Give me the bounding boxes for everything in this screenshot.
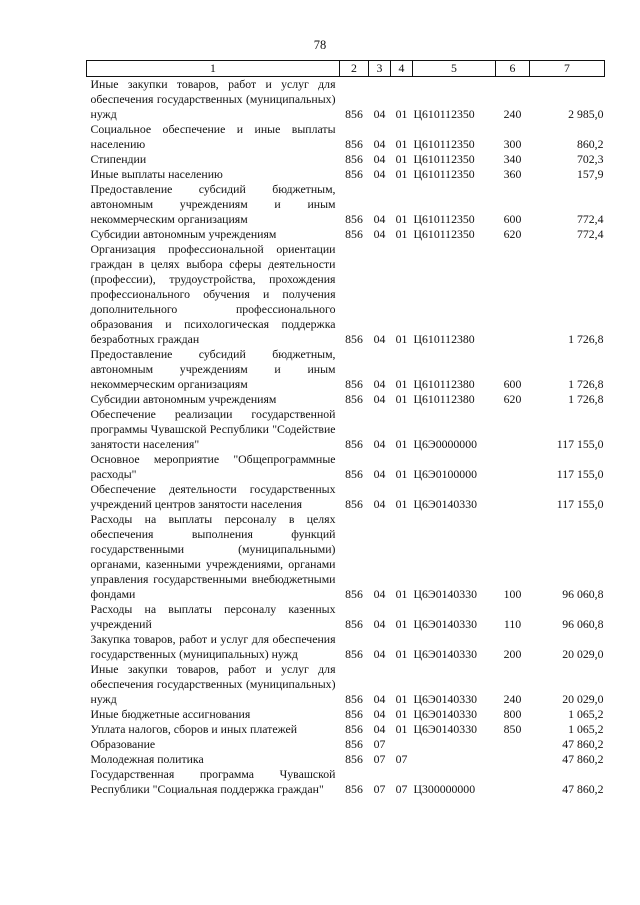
table-row xyxy=(87,77,605,123)
row-subsection-code: 01 xyxy=(395,227,408,241)
row-ministry-code: 856 xyxy=(345,707,363,721)
row-ministry-code: 856 xyxy=(345,587,363,601)
row-amount: 117 155,0 xyxy=(556,437,604,451)
row-name-cell: Субсидии автономным учреждениям xyxy=(90,227,277,241)
row-subsection-code: 01 xyxy=(395,437,408,451)
table-header-row xyxy=(87,61,605,77)
table-row xyxy=(87,167,605,182)
row-subsection-code: 01 xyxy=(395,692,408,706)
row-amount: 47 860,2 xyxy=(562,737,604,751)
row-section-code: 07 xyxy=(373,752,386,766)
row-target-article xyxy=(413,752,496,767)
row-target-article: Ц6Э0140330 xyxy=(413,617,477,631)
table-row xyxy=(87,482,605,512)
row-subsection-code: 01 xyxy=(395,377,408,391)
row-expense-type: 240 xyxy=(503,692,522,706)
table-row xyxy=(87,407,605,452)
row-ministry-code: 856 xyxy=(345,107,363,121)
row-name-cell: Основное мероприятие "Общепрограммные расходы" xyxy=(90,452,336,481)
row-expense-type: 620 xyxy=(503,392,522,406)
column-header-4: 4 xyxy=(391,61,413,77)
row-section-code: 04 xyxy=(373,467,386,481)
row-target-article: Ц6Э0140330 xyxy=(413,722,477,736)
row-section-code: 04 xyxy=(373,167,386,181)
row-subsection-code xyxy=(391,737,413,752)
row-target-article: Ц610112380 xyxy=(413,377,475,391)
row-expense-type: 340 xyxy=(503,152,522,166)
row-amount: 1 726,8 xyxy=(568,332,604,346)
row-section-code: 04 xyxy=(373,392,386,406)
row-subsection-code: 01 xyxy=(395,332,408,346)
table-row xyxy=(87,722,605,737)
row-subsection-code: 01 xyxy=(395,152,408,166)
row-expense-type: 100 xyxy=(503,587,522,601)
row-expense-type: 800 xyxy=(503,707,522,721)
row-expense-type: 620 xyxy=(503,227,522,241)
row-target-article: Ц610112350 xyxy=(413,107,475,121)
row-section-code: 07 xyxy=(373,737,386,751)
row-ministry-code: 856 xyxy=(345,647,363,661)
row-subsection-code: 07 xyxy=(395,782,408,796)
row-amount: 1 726,8 xyxy=(568,392,604,406)
row-expense-type xyxy=(496,737,530,752)
row-amount: 47 860,2 xyxy=(562,752,604,766)
row-target-article: Ц6Э0000000 xyxy=(413,437,477,451)
row-ministry-code: 856 xyxy=(345,737,363,751)
column-header-3: 3 xyxy=(369,61,391,77)
row-subsection-code: 01 xyxy=(395,107,408,121)
row-subsection-code: 01 xyxy=(395,137,408,151)
row-ministry-code: 856 xyxy=(345,692,363,706)
row-ministry-code: 856 xyxy=(345,212,363,226)
row-amount: 772,4 xyxy=(576,212,604,226)
budget-table xyxy=(86,60,605,797)
row-expense-type: 300 xyxy=(503,137,522,151)
row-target-article: Ц610112380 xyxy=(413,392,475,406)
table-row xyxy=(87,227,605,242)
row-ministry-code: 856 xyxy=(345,152,363,166)
row-subsection-code: 01 xyxy=(395,167,408,181)
row-section-code: 04 xyxy=(373,152,386,166)
table-row xyxy=(87,122,605,152)
row-expense-type: 240 xyxy=(503,107,522,121)
row-subsection-code: 01 xyxy=(395,707,408,721)
row-section-code: 04 xyxy=(373,692,386,706)
row-name-cell: Стипендии xyxy=(90,152,147,166)
row-amount: 47 860,2 xyxy=(562,782,604,796)
row-name-cell: Расходы на выплаты персоналу казенных учреждений xyxy=(90,602,336,631)
table-row xyxy=(87,737,605,752)
row-amount: 20 029,0 xyxy=(562,647,604,661)
table-row xyxy=(87,182,605,227)
page-number: 78 xyxy=(313,38,327,52)
row-subsection-code: 01 xyxy=(395,497,408,511)
row-ministry-code: 856 xyxy=(345,722,363,736)
row-subsection-code: 01 xyxy=(395,587,408,601)
row-expense-type: 850 xyxy=(503,722,522,736)
row-amount: 96 060,8 xyxy=(562,587,604,601)
row-ministry-code: 856 xyxy=(345,137,363,151)
row-target-article: Ц6Э0140330 xyxy=(413,647,477,661)
row-amount: 117 155,0 xyxy=(556,467,604,481)
table-row xyxy=(87,767,605,797)
row-name-cell: Закупка товаров, работ и услуг для обеспечения государственных (муниципальных) нужд xyxy=(90,632,336,661)
row-expense-type xyxy=(496,752,530,767)
row-section-code: 04 xyxy=(373,227,386,241)
row-subsection-code: 01 xyxy=(395,647,408,661)
row-name-cell: Предоставление субсидий бюджетным, автономным учреждениям и иным некоммерческим организациям xyxy=(90,182,336,226)
row-ministry-code: 856 xyxy=(345,332,363,346)
row-subsection-code: 01 xyxy=(395,212,408,226)
row-section-code: 04 xyxy=(373,332,386,346)
table-row xyxy=(87,752,605,767)
row-name-cell: Иные закупки товаров, работ и услуг для обеспечения государственных (муниципальных) нужд xyxy=(90,77,336,121)
row-subsection-code: 07 xyxy=(395,752,408,766)
row-target-article: Ц610112350 xyxy=(413,152,475,166)
row-ministry-code: 856 xyxy=(345,497,363,511)
table-row xyxy=(87,347,605,392)
row-section-code: 04 xyxy=(373,647,386,661)
row-section-code: 04 xyxy=(373,707,386,721)
row-target-article: Ц300000000 xyxy=(413,782,476,796)
row-ministry-code: 856 xyxy=(345,167,363,181)
table-row xyxy=(87,152,605,167)
row-section-code: 04 xyxy=(373,107,386,121)
column-header-1: 1 xyxy=(87,61,340,77)
row-ministry-code: 856 xyxy=(345,467,363,481)
row-name-cell: Образование xyxy=(90,737,156,751)
row-target-article: Ц610112380 xyxy=(413,332,475,346)
row-amount: 20 029,0 xyxy=(562,692,604,706)
column-header-2: 2 xyxy=(340,61,369,77)
row-ministry-code: 856 xyxy=(345,617,363,631)
row-ministry-code: 856 xyxy=(345,377,363,391)
row-ministry-code: 856 xyxy=(345,782,363,796)
row-expense-type: 600 xyxy=(503,377,522,391)
row-name-cell: Предоставление субсидий бюджетным, автономным учреждениям и иным некоммерческим организациям xyxy=(90,347,336,391)
row-name-cell: Организация профессиональной ориентации граждан в целях выбора сферы деятельности (профессии), трудоустройства, прохождения профессионального обучения и получения дополнительного профессионального образования и психологическая поддержка безработных граждан xyxy=(90,242,336,346)
row-target-article: Ц610112350 xyxy=(413,167,475,181)
row-expense-type: 600 xyxy=(503,212,522,226)
table-row xyxy=(87,512,605,602)
row-ministry-code: 856 xyxy=(345,437,363,451)
row-amount: 1 065,2 xyxy=(568,722,604,736)
row-name-cell: Государственная программа Чувашской Республики "Социальная поддержка граждан" xyxy=(90,767,336,796)
row-name-cell: Социальное обеспечение и иные выплаты населению xyxy=(90,122,336,151)
row-expense-type xyxy=(496,767,530,797)
table-row xyxy=(87,602,605,632)
row-expense-type xyxy=(496,407,530,452)
row-expense-type xyxy=(496,452,530,482)
row-section-code: 04 xyxy=(373,722,386,736)
row-section-code: 04 xyxy=(373,617,386,631)
row-subsection-code: 01 xyxy=(395,392,408,406)
row-name-cell: Иные выплаты населению xyxy=(90,167,223,181)
row-section-code: 04 xyxy=(373,137,386,151)
row-name-cell: Иные бюджетные ассигнования xyxy=(90,707,251,721)
table-row xyxy=(87,632,605,662)
row-amount: 1 726,8 xyxy=(568,377,604,391)
row-ministry-code: 856 xyxy=(345,227,363,241)
row-section-code: 07 xyxy=(373,782,386,796)
row-target-article: Ц610112350 xyxy=(413,227,475,241)
row-subsection-code: 01 xyxy=(395,722,408,736)
row-target-article: Ц610112350 xyxy=(413,137,475,151)
row-target-article: Ц610112350 xyxy=(413,212,475,226)
row-name-cell: Обеспечение реализации государственной программы Чувашской Республики "Содействие занятости населения" xyxy=(90,407,336,451)
row-target-article: Ц6Э0140330 xyxy=(413,587,477,601)
row-target-article: Ц6Э0100000 xyxy=(413,467,477,481)
row-expense-type: 360 xyxy=(503,167,522,181)
row-amount: 702,3 xyxy=(576,152,604,166)
row-target-article: Ц6Э0140330 xyxy=(413,497,477,511)
row-subsection-code: 01 xyxy=(395,467,408,481)
row-target-article: Ц6Э0140330 xyxy=(413,707,477,721)
row-expense-type xyxy=(496,482,530,512)
row-amount: 117 155,0 xyxy=(556,497,604,511)
row-name-cell: Иные закупки товаров, работ и услуг для обеспечения государственных (муниципальных) нужд xyxy=(90,662,336,706)
row-name-cell: Молодежная политика xyxy=(90,752,204,766)
row-target-article xyxy=(413,737,496,752)
table-row xyxy=(87,662,605,707)
row-section-code: 04 xyxy=(373,212,386,226)
row-section-code: 04 xyxy=(373,587,386,601)
row-ministry-code: 856 xyxy=(345,752,363,766)
column-header-7: 7 xyxy=(530,61,605,77)
row-subsection-code: 01 xyxy=(395,617,408,631)
row-amount: 157,9 xyxy=(576,167,604,181)
row-expense-type xyxy=(496,242,530,347)
row-name-cell: Расходы на выплаты персоналу в целях обеспечения выполнения функций государственными (муниципальными) органами, казенными учреждениями, органами управления государственными внебюджетными фондами xyxy=(90,512,336,601)
row-expense-type: 200 xyxy=(503,647,522,661)
row-amount: 2 985,0 xyxy=(568,107,604,121)
row-expense-type: 110 xyxy=(503,617,522,631)
row-amount: 772,4 xyxy=(576,227,604,241)
table-row xyxy=(87,392,605,407)
row-amount: 1 065,2 xyxy=(568,707,604,721)
row-name-cell: Обеспечение деятельности государственных учреждений центров занятости населения xyxy=(90,482,336,511)
row-amount: 860,2 xyxy=(576,137,604,151)
row-section-code: 04 xyxy=(373,497,386,511)
column-header-6: 6 xyxy=(496,61,530,77)
table-row xyxy=(87,242,605,347)
table-row xyxy=(87,707,605,722)
row-target-article: Ц6Э0140330 xyxy=(413,692,477,706)
column-header-5: 5 xyxy=(413,61,496,77)
row-name-cell: Субсидии автономным учреждениям xyxy=(90,392,277,406)
row-section-code: 04 xyxy=(373,437,386,451)
table-row xyxy=(87,452,605,482)
row-ministry-code: 856 xyxy=(345,392,363,406)
row-name-cell: Уплата налогов, сборов и иных платежей xyxy=(90,722,298,736)
row-section-code: 04 xyxy=(373,377,386,391)
row-amount: 96 060,8 xyxy=(562,617,604,631)
